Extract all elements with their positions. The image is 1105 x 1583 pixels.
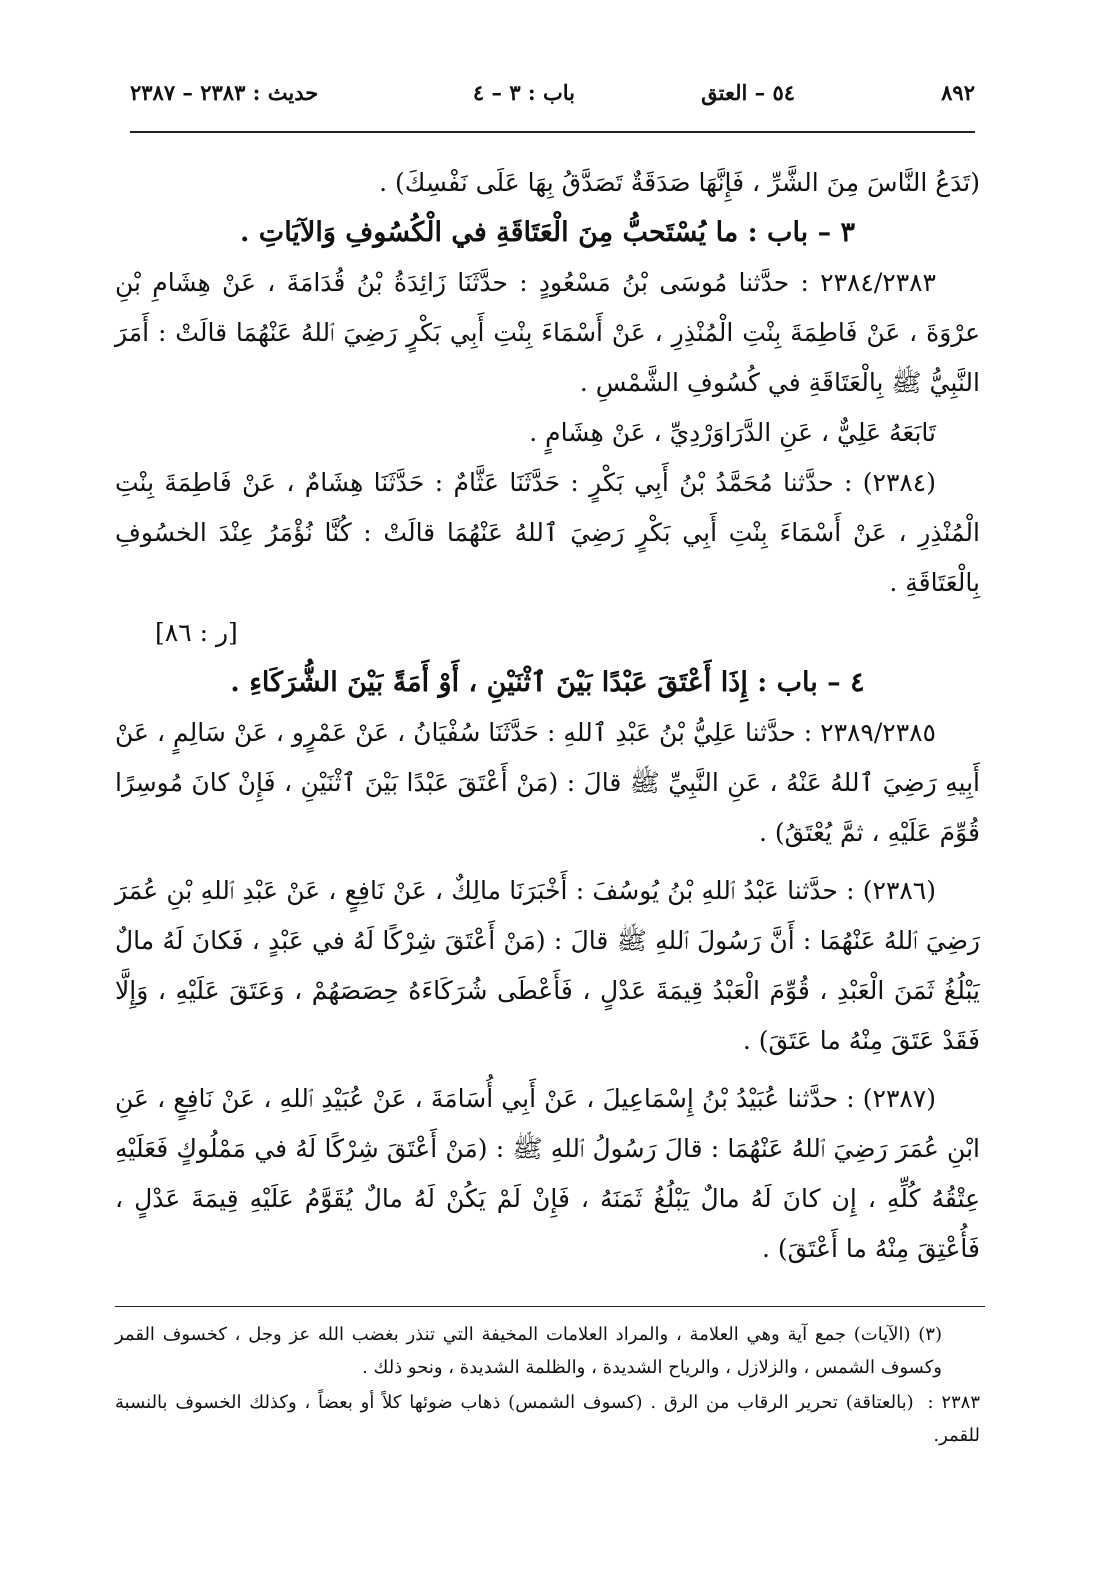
paragraph-spacer bbox=[115, 858, 980, 866]
continued-hadith-text: (تَدَعُ النَّاسَ مِنَ الشَّرِّ ، فَإِنَّهَا صَدَقَةٌ تَصَدَّقُ بِهَا عَلَى نَفْسِكَ) . bbox=[379, 168, 980, 197]
header-divider bbox=[130, 131, 975, 133]
footnote-2383-text: (بالعتاقة) تحرير الرقاب من الرق . (كسوف الشمس) ذهاب ضوئها كلاً أو بعضاً ، وكذلك الخسوف بالنسبة للقمر. bbox=[115, 1392, 980, 1446]
footnote-2383-number: ٢٣٨٣ : bbox=[927, 1392, 980, 1413]
footnotes bbox=[115, 1318, 980, 1454]
paragraph-spacer bbox=[115, 1066, 980, 1074]
running-header bbox=[130, 80, 975, 116]
chapter-heading-3: ٣ – باب : ما يُسْتَحبُّ مِنَ الْعَتَاقَةِ في الْكُسُوفِ وَالآيَاتِ . bbox=[239, 217, 855, 248]
hadith-2384: (٢٣٨٤) : حدَّثنا مُحَمَّدُ بْنُ أَبِي بَكْرٍ : حَدَّثَنَا عَثَّامٌ : حَدَّثَنَا هِشَامٌ ، عَنْ فَاطِمَةَ بِنْتِ الْمُنْذِرِ ، عَنْ أَسْمَاءَ بِنْتِ أَبِي بَكْرٍ رَضِيَ ٱللهُ عَنْهُمَا قالَتْ : كُنَّا نُؤْمَرُ عِنْدَ الخسُوفِ بِالْعَتَاقَةِ . bbox=[115, 468, 980, 597]
chapter-range: باب : ٣ – ٤ bbox=[472, 80, 575, 105]
mutabaa-note: تَابَعَهُ عَلِيٌّ ، عَنِ الدَّرَاوَرْدِيِّ ، عَنْ هِشَامٍ . bbox=[529, 418, 936, 447]
hadith-2386: (٢٣٨٦) : حدَّثنا عَبْدُ ٱللهِ بْنُ يُوسُفَ : أَخْبَرَنَا مالِكٌ ، عَنْ نَافِعٍ ، عَنْ عَبْدِ ٱللهِ بْنِ عُمَرَ رَضِيَ ٱللهُ عَنْهُمَا : أَنَّ رَسُولَ ٱللهِ ﷺ قالَ : (مَنْ أَعْتَقَ شِرْكًا لَهُ في عَبْدٍ ، فَكانَ لَهُ مالٌ يَبْلُغُ ثَمَنَ الْعَبْدِ ، قُوِّمَ الْعَبْدُ قِيمَةَ عَدْلٍ ، فَأَعْطَى شُرَكَاءَهُ حِصَصَهُمْ ، وَعَتَقَ عَلَيْهِ ، وَإِلَّا فَقَدْ عَتَقَ مِنْهُ ما عَتَقَ) . bbox=[115, 876, 980, 1055]
footnote-3: (٣) (الآيات) جمع آية وهي العلامة ، والمراد العلامات المخيفة التي تنذر بغضب الله عز وجل ، كخسوف القمر وكسوف الشمس ، والزلازل ، والرياح الشديدة ، والظلمة الشديدة ، ونحو ذلك . bbox=[115, 1324, 942, 1378]
cross-reference: [ر : ٨٦] bbox=[155, 618, 238, 647]
footnote-2383 bbox=[115, 1386, 980, 1452]
footnote-divider bbox=[115, 1306, 985, 1307]
hadith-2385: ٢٣٨٩/٢٣٨٥ : حدَّثنا عَلِيُّ بْنُ عَبْدِ ٱللهِ : حَدَّثَنَا سُفْيَانُ ، عَنْ عَمْرٍو ، عَنْ سَالِمٍ ، عَنْ أَبِيهِ رَضِيَ ٱللهُ عَنْهُ ، عَنِ النَّبِيِّ ﷺ قالَ : (مَنْ أَعْتَقَ عَبْدًا بَيْنَ ٱثْنَيْنِ ، فَإِنْ كانَ مُوسِرًا قُوِّمَ عَلَيْهِ ، ثمَّ يُعْتَقُ) . bbox=[115, 718, 980, 847]
hadith-2387: (٢٣٨٧) : حدَّثنا عُبَيْدُ بْنُ إِسْمَاعِيلَ ، عَنْ أَبِي أُسَامَةَ ، عَنْ عُبَيْدِ ٱللهِ ، عَنْ نَافِعٍ ، عَنِ ابْنِ عُمَرَ رَضِيَ ٱللهُ عَنْهُمَا : قالَ رَسُولُ ٱللهِ ﷺ : (مَنْ أَعْتَقَ شِرْكًا لَهُ في مَمْلُوكٍ فَعَلَيْهِ عِتْقُهُ كُلِّهِ ، إِن كانَ لَهُ مالٌ يَبْلُغُ ثَمَنَهُ ، فَإِنْ لَمْ يَكُنْ لَهُ مالٌ يُقَوَّمُ عَلَيْهِ قِيمَةَ عَدْلٍ ، فَأُعْتِقَ مِنْهُ ما أَعْتَقَ) . bbox=[115, 1084, 980, 1263]
hadith-2383: ٢٣٨٤/٢٣٨٣ : حدَّثنا مُوسَى بْنُ مَسْعُودٍ : حدَّثَنَا زَائِدَةُ بْنُ قُدَامَةَ ، عَنْ هِشَامِ بْنِ عرْوَةَ ، عَنْ فَاطِمَةَ بِنْتِ الْمُنْذِرِ ، عَنْ أَسْمَاءَ بِنْتِ أَبِي بَكْرٍ رَضِيَ ٱللهُ عَنْهُمَا قالَتْ : أَمَرَ النَّبِيُّ ﷺ بِالْعَتَاقَةِ في كُسُوفِ الشَّمْسِ . bbox=[115, 268, 980, 397]
chapter-heading-4: ٤ – باب : إِذَا أَعْتَقَ عَبْدًا بَيْنَ ٱثْنَيْنِ ، أَوْ أَمَةً بَيْنَ الشُّرَكَاءِ . bbox=[230, 667, 865, 698]
book-title: ٥٤ – العتق bbox=[701, 80, 795, 105]
main-text bbox=[115, 158, 980, 1274]
page-number: ٨٩٢ bbox=[941, 80, 975, 105]
hadith-range: حديث : ٢٣٨٣ – ٢٣٨٧ bbox=[130, 80, 319, 105]
